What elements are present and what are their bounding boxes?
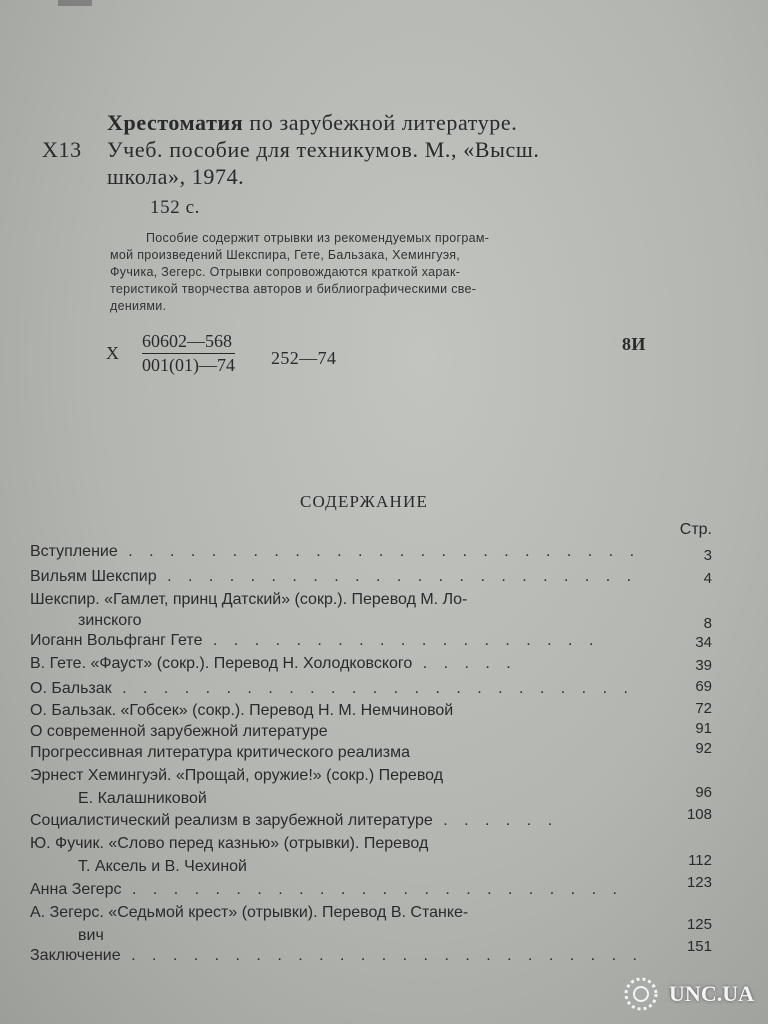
toc-page-header: Стр.: [679, 521, 712, 538]
toc-page-number: 108: [686, 806, 712, 823]
index-number: 252—74: [271, 348, 337, 368]
bib-line-3: школа», 1974.: [107, 164, 245, 189]
toc-entry-title: [30, 568, 637, 586]
watermark-text: UNC.UA: [669, 981, 754, 1006]
toc-leader-dots: . . . . . . . . . . . . . . . . . . . . . . . . .: [120, 947, 643, 964]
toc-entry-text: Прогрессивная литература критического реализма: [30, 744, 410, 761]
toc-leader-dots: . . . . . . . . . . . . . . . . . . .: [202, 632, 600, 649]
toc-entry-text: В. Гете. «Фауст» (сокр.). Перевод Н. Холодковского: [30, 655, 413, 672]
toc-entry-continuation: вич: [78, 927, 104, 944]
toc-page-number: 91: [695, 720, 712, 737]
toc-page-number: 151: [686, 938, 712, 955]
toc-entry-title: [30, 947, 643, 965]
toc-entry-continuation: Е. Калашниковой: [78, 790, 207, 807]
toc-page-number: 69: [695, 678, 712, 695]
toc-entry-title: [30, 632, 599, 650]
toc-page-number: 96: [695, 784, 712, 801]
toc-entry-text: О современной зарубежной литературе: [30, 723, 328, 740]
toc-entry-text: Анна Зегерс: [30, 881, 122, 898]
toc-entry-text: Ю. Фучик. «Слово перед казнью» (отрывки). Перевод: [30, 835, 429, 852]
toc-entry-title: [30, 655, 517, 673]
index-prefix: Х: [106, 343, 120, 363]
annotation-line: мой произведений Шекспира, Гете, Бальзака, Хемингуэя,: [110, 248, 461, 262]
bib-line-1: [107, 110, 517, 136]
annotation-line: дениями.: [110, 299, 167, 313]
toc-entry-text: А. Зегерс. «Седьмой крест» (отрывки). Перевод В. Станке-: [30, 904, 469, 921]
toc-entry-title: [30, 543, 640, 561]
toc-leader-dots: . . . . . .: [432, 812, 559, 829]
page-edge-mark: [58, 0, 92, 6]
book-title: Хрестоматия: [107, 110, 244, 135]
toc-page-number: 123: [686, 874, 712, 891]
toc-page-number: 72: [695, 700, 712, 717]
toc-entry-title: [30, 702, 453, 720]
annotation: [110, 230, 489, 315]
toc-entry-title: [30, 744, 410, 762]
toc-entry-text: Шекспир. «Гамлет, принц Датский» (сокр.). Перевод М. Ло-: [30, 591, 468, 608]
toc-leader-dots: . . . . . . . . . . . . . . . . . . . . . . . . .: [111, 680, 634, 697]
toc-entry-text: О. Бальзак: [30, 680, 112, 697]
toc-leader-dots: . . . . . . . . . . . . . . . . . . . . . . .: [156, 568, 638, 585]
toc-page-number: 8: [703, 615, 712, 632]
watermark: [619, 972, 754, 1016]
toc-page-number: 39: [695, 657, 712, 674]
toc-page-number: 3: [703, 547, 712, 564]
annotation-line: теристикой творчества авторов и библиографическими све-: [110, 282, 477, 296]
toc-page-number: 125: [686, 916, 712, 933]
bib-line-2: Учеб. пособие для техникумов. М., «Высш.: [107, 137, 540, 162]
toc-entry-text: Вильям Шекспир: [30, 568, 157, 585]
toc-page-number: 34: [695, 634, 712, 651]
toc-entry-continuation: Т. Аксель и В. Чехиной: [78, 858, 247, 875]
classification-code: Х13: [42, 137, 82, 162]
toc-entry-text: Социалистический реализм в зарубежной литературе: [30, 812, 433, 829]
toc-entry-text: О. Бальзак. «Гобсек» (сокр.). Перевод Н. М. Немчиновой: [30, 702, 454, 719]
toc-entry-title: [30, 767, 443, 785]
toc-entry-text: Эрнест Хемингуэй. «Прощай, оружие!» (сокр.) Перевод: [30, 767, 444, 784]
toc-page-number: 4: [703, 570, 712, 587]
toc-leader-dots: . . . . .: [412, 655, 517, 672]
toc-heading: СОДЕРЖАНИЕ: [300, 492, 429, 511]
bib-line-1-rest: по зарубежной литературе.: [243, 110, 518, 135]
watermark-wreath-icon: [619, 972, 663, 1016]
toc-leader-dots: . . . . . . . . . . . . . . . . . . . . . . . . .: [117, 543, 641, 560]
toc-entry-text: Иоганн Вольфганг Гете: [30, 632, 203, 649]
toc-entry-text: Вступление: [30, 543, 118, 560]
annotation-line: Фучика, Зегерс. Отрывки сопровождаются краткой харак-: [110, 265, 461, 279]
toc-entry-title: [30, 812, 558, 830]
annotation-line: Пособие содержит отрывки из рекомендуемых програм-: [146, 231, 490, 245]
toc-entry-title: [30, 723, 328, 741]
toc-entry-text: Заключение: [30, 947, 121, 964]
toc-entry-title: [30, 835, 428, 853]
toc-entry-title: [30, 904, 468, 922]
toc-page-number: 92: [695, 740, 712, 757]
index-numerator: 60602—568: [142, 330, 235, 354]
toc-entry-title: [30, 881, 623, 899]
index-denominator: 001(01)—74: [142, 355, 235, 375]
toc-entry-title: [30, 591, 467, 609]
index-fraction: [142, 330, 235, 376]
index-class: 8И: [622, 334, 646, 354]
toc-leader-dots: . . . . . . . . . . . . . . . . . . . . . . . .: [121, 881, 623, 898]
page-count: 152 с.: [150, 197, 201, 218]
toc-entry-continuation: зинского: [78, 612, 142, 629]
toc-page-number: 112: [688, 852, 712, 869]
toc-entry-title: [30, 680, 634, 698]
